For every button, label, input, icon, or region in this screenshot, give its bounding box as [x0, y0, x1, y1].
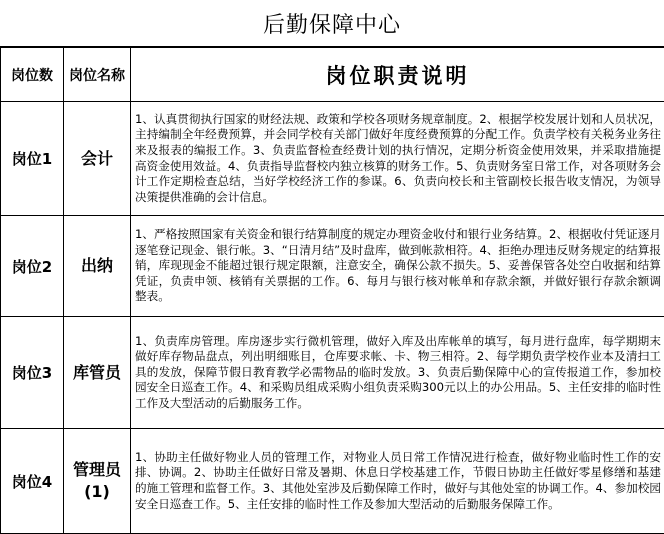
- post-name: 库管员: [64, 317, 131, 429]
- post-number: 岗位3: [1, 317, 64, 429]
- post-description: 1、负责库房管理。库房逐步实行微机管理，做好入库及出库帐单的填写，每月进行盘库，每学期期末做好库存物品盘点，列出明细账目，仓库要求帐、卡、物三相符。2、每学期负责学校作业本及清扫工具的发放，保障节假日教育教学必需物品的临时发放。3、负责后勤保障中心的宣传报道工作，参加校园安全日巡查工作。4、和采购员组成采购小组负责采购300元以上的办公用品。5、主任安排的临时性工作及大型活动的后勤服务工作。: [131, 317, 664, 429]
- table-header-row: [1, 48, 664, 102]
- post-name: 出纳: [64, 216, 131, 317]
- post-description: 1、认真贯彻执行国家的财经法规、政策和学校各项财务规章制度。2、根据学校发展计划和人员状况，主持编制全年经费预算，并会同学校有关部门做好年度经费预算的分配工作。负责学校有关税务业务往来及报表的编报工作。3、负责监督检查经费计划的执行情况，定期分析资金使用效果，并采取措施提高资金使用效益。4、负责指导监督校内独立核算的财务工作。5、负责财务室日常工作，对各项财务会计工作定期检查总结，当好学校经济工作的参谋。6、负责向校长和主管副校长报告收支情况，为领导决策提供准确的会计信息。: [131, 102, 664, 216]
- post-description: 1、严格按照国家有关资金和银行结算制度的规定办理资金收付和银行业务结算。2、根据收付凭证逐月逐笔登记现金、银行帐。3、“日清月结”及时盘库，做到帐款相符。4、拒绝办理违反财务规定的结算报销，库现现金不能超过银行规定限额，注意安全，确保公款不损失。5、妥善保管各处空白收据和结算凭证，负责申领、核销有关票据的工作。6、每月与银行核对帐单和存款余额，并做好银行存款余额调整表。: [131, 216, 664, 317]
- table-row: [1, 216, 664, 317]
- post-name: 会计: [64, 102, 131, 216]
- page-title: 后勤保障中心: [0, 0, 664, 47]
- post-number: 岗位1: [1, 102, 64, 216]
- header-post-duties: 岗位职责说明: [131, 48, 664, 102]
- post-name-sub: (1): [64, 481, 130, 503]
- duty-table: [0, 47, 664, 534]
- table-row: [1, 317, 664, 429]
- header-post-name: 岗位名称: [64, 48, 131, 102]
- header-post-count: 岗位数: [1, 48, 64, 102]
- post-name: [64, 429, 131, 534]
- table-row: [1, 429, 664, 534]
- post-number: 岗位4: [1, 429, 64, 534]
- post-description: 1、协助主任做好物业人员的管理工作，对物业人员日常工作情况进行检查，做好物业临时性工作的安排、协调。2、协助主任做好日常及暑期、休息日学校基建工作，节假日协助主任做好零星修缮和基建的施工管理和监督工作。3、其他处室涉及后勤保障工作时，做好与其他处室的协调工作。4、参加校园安全日巡查工作。5、主任安排的临时性工作及参加大型活动的后勤服务保障工作。: [131, 429, 664, 534]
- table-row: [1, 102, 664, 216]
- post-number: 岗位2: [1, 216, 64, 317]
- post-name-main: 管理员: [64, 459, 130, 481]
